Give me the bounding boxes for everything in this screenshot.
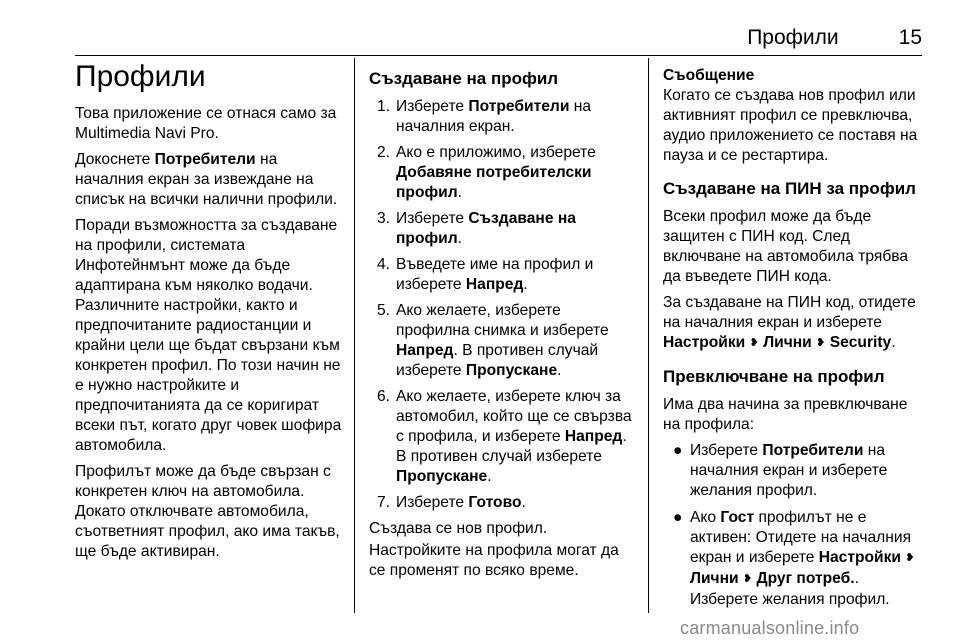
note-box	[663, 66, 925, 166]
column-3	[663, 58, 925, 617]
page-title: Профили	[75, 60, 206, 93]
list-item: ● Изберете Потребители на началния екран и изберете желания профил.	[673, 442, 888, 499]
step-item: 3. Изберете Създаване на профил.	[377, 210, 576, 247]
note-title: Съобщение	[663, 67, 755, 84]
header-rule	[75, 55, 922, 56]
menu-arrow-icon: ❥	[749, 337, 759, 349]
profile-created-text: Създава се нов профил.	[369, 520, 548, 537]
header-title: Профили	[747, 26, 839, 49]
key-link-paragraph: Профилът може да бъде свързан с конкретен ключ на автомобила. Докато отключвате автомобила, съответният профил, ако има такъв, ще бъде активиран.	[75, 463, 340, 560]
page-number: 15	[898, 26, 922, 49]
create-profile-heading: Създаване на профил	[369, 69, 559, 88]
menu-arrow-icon: ❥	[905, 552, 915, 564]
menu-arrow-icon: ❥	[742, 573, 753, 585]
profile-settings-text: Настройките на профила могат да се променят по всяко време.	[369, 542, 619, 579]
switch-intro: Има два начина за превключване на профила:	[663, 396, 908, 433]
bullet-icon: ●	[673, 442, 683, 459]
pin-instructions: За създаване на ПИН код, отидете на началния екран и изберете Настройки ❥ Лични ❥ Security.	[663, 294, 916, 351]
menu-settings: Настройки	[663, 334, 746, 351]
menu-arrow-icon: ❥	[816, 337, 826, 349]
watermark: carmanualsonline.info	[680, 618, 860, 638]
running-header	[747, 26, 922, 50]
step-item: 4. Въведете име на профил и изберете Напред.	[377, 256, 594, 293]
column-2	[369, 58, 637, 587]
menu-personal: Лични	[763, 334, 812, 351]
users-paragraph: Докоснете Потребители на началния екран за извеждане на списък на всички налични профили.	[75, 151, 338, 208]
create-profile-steps	[369, 97, 637, 513]
switch-profile-heading: Превключване на профил	[663, 367, 885, 386]
pin-paragraph: Всеки профил може да бъде защитен с ПИН код. След включване на автомобила трябва да въведете ПИН кода.	[663, 208, 909, 285]
step-item: 7. Изберете Готово.	[377, 494, 526, 511]
profiles-description-paragraph: Поради възможността за създаване на профили, системата Инфотейнмънт може да бъде адаптирана към няколко водачи. Различните настройки, както и предпочитаните радиостанции и крайни цели ще бъдат свързани към конкретен профил. По този начин не е нужно настройките и предпочитанията да се коригират всеки път, когато друг човек шофира автомобила.	[75, 217, 342, 454]
step-item: 5. Ако желаете, изберете профилна снимка и изберете Напред. В противен случай изберете Пропускане.	[377, 302, 609, 379]
users-term: Потребители	[154, 151, 256, 168]
column-1	[75, 60, 347, 568]
menu-security: Security	[829, 334, 892, 351]
note-text: Когато се създава нов профил или активният профил се превключва, аудио приложението се поставя на пауза и се рестартира.	[663, 87, 918, 164]
bullet-icon: ●	[673, 509, 683, 526]
intro-paragraph: Това приложение се отнася само за Multimedia Navi Pro.	[75, 105, 337, 142]
list-item: ● Ако Гост профилът не е активен: Отидете на началния екран и изберете Настройки ❥ Лични ❥ Друг потреб.. Изберете желания профил.	[673, 509, 915, 608]
switch-methods-list	[663, 441, 925, 610]
step-item: 1. Изберете Потребители на началния екран.	[377, 98, 592, 135]
create-pin-heading: Създаване на ПИН за профил	[663, 179, 916, 198]
step-item: 6. Ако желаете, изберете ключ за автомобил, който ще се свързва с профила, и изберете Напред. В противен случай изберете Пропускане.	[377, 388, 632, 485]
step-item: 2. Ако е приложимо, изберете Добавяне потребителски профил.	[377, 144, 596, 201]
column-divider-2	[648, 58, 649, 613]
column-divider-1	[354, 58, 355, 613]
